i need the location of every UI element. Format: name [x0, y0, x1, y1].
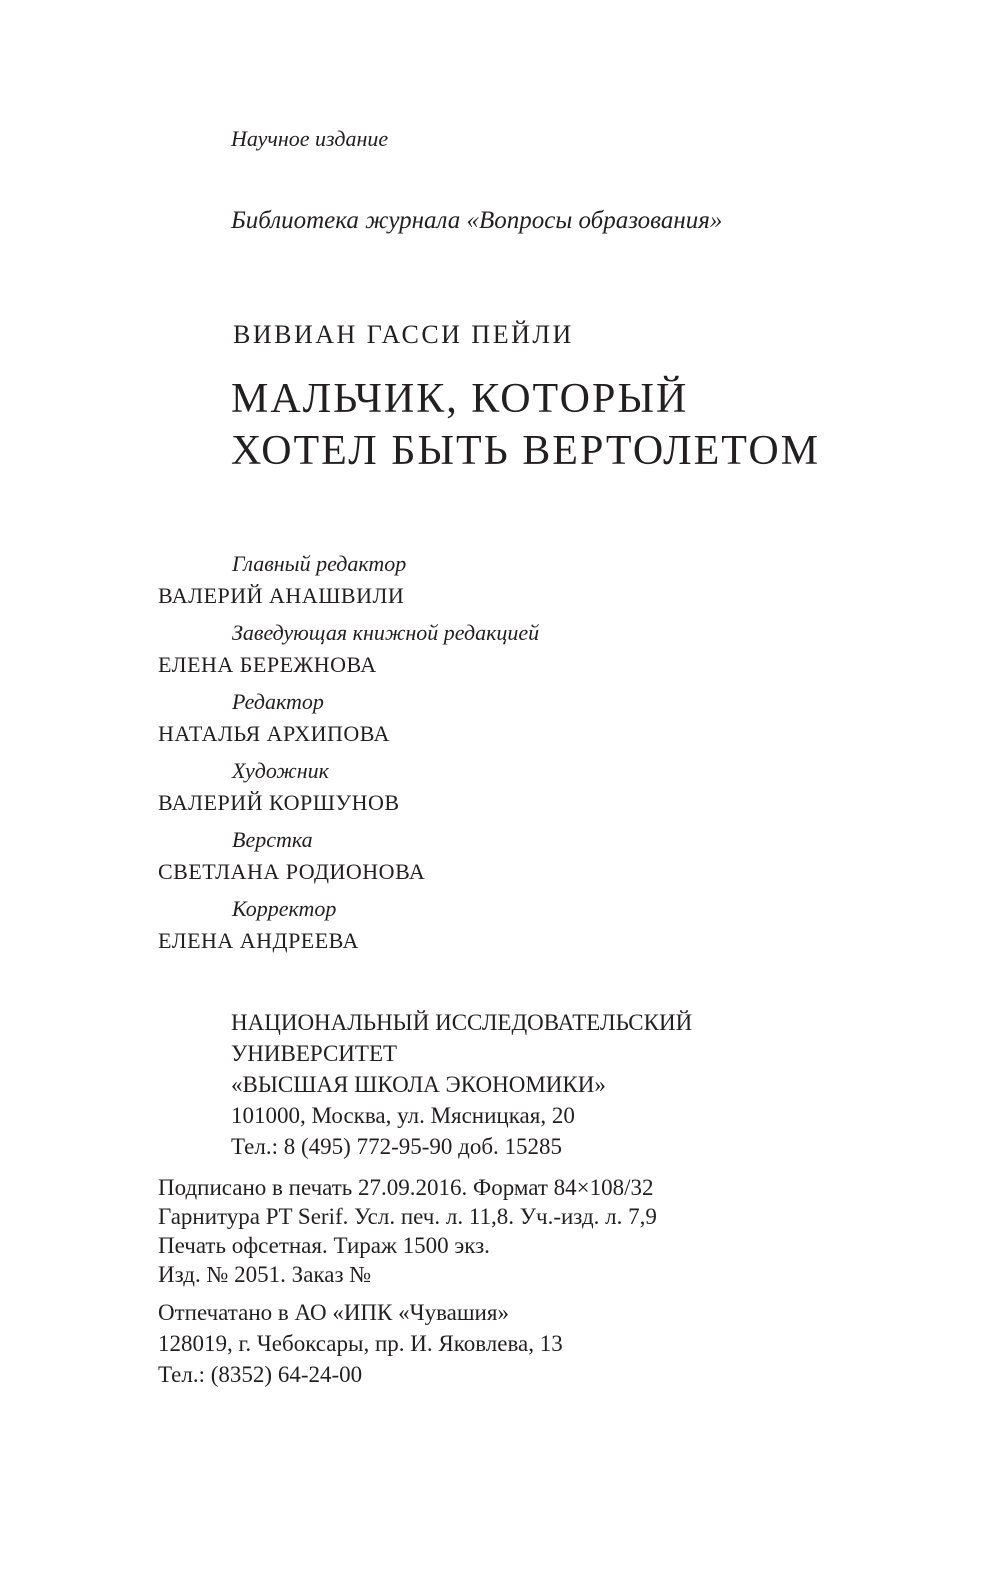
- book-title-line: ХОТЕЛ БЫТЬ ВЕРТОЛЕТОМ: [231, 428, 821, 474]
- imprint-line: Подписано в печать 27.09.2016. Формат 84×108/32: [158, 1175, 654, 1200]
- credit-name: ВАЛЕРИЙ АНАШВИЛИ: [158, 583, 405, 608]
- edition-type: Научное издание: [231, 126, 389, 151]
- printer-line: Отпечатано в АО «ИПК «Чувашия»: [158, 1300, 509, 1325]
- publisher-phone: Тел.: 8 (495) 772-95-90 доб. 15285: [231, 1134, 563, 1159]
- printer-block: [158, 1297, 563, 1390]
- credit-item: [158, 893, 539, 962]
- credit-role: Редактор: [232, 689, 324, 714]
- imprint-line: Изд. № 2051. Заказ №: [158, 1262, 372, 1287]
- publisher-block: [231, 1007, 692, 1162]
- credit-name: ВАЛЕРИЙ КОРШУНОВ: [158, 790, 400, 815]
- imprint-line: Гарнитура PT Serif. Усл. печ. л. 11,8. Уч.-изд. л. 7,9: [158, 1204, 657, 1229]
- printer-address: 128019, г. Чебоксары, пр. И. Яковлева, 13: [158, 1331, 563, 1356]
- credit-role: Корректор: [232, 896, 337, 921]
- printer-phone: Тел.: (8352) 64-24-00: [158, 1362, 363, 1387]
- credit-item: [158, 755, 539, 824]
- publisher-address: 101000, Москва, ул. Мясницкая, 20: [231, 1103, 575, 1128]
- credit-role: Заведующая книжной редакцией: [232, 620, 540, 645]
- book-title: [231, 373, 820, 477]
- credits-list: [158, 548, 539, 962]
- credit-name: НАТАЛЬЯ АРХИПОВА: [158, 721, 390, 746]
- author-name: ВИВИАН ГАССИ ПЕЙЛИ: [233, 320, 574, 349]
- book-title-line: МАЛЬЧИК, КОТОРЫЙ: [231, 376, 689, 422]
- credit-item: [158, 548, 539, 617]
- credit-role: Главный редактор: [232, 551, 407, 576]
- credit-item: [158, 686, 539, 755]
- credit-name: ЕЛЕНА БЕРЕЖНОВА: [158, 652, 377, 677]
- series-title: Библиотека журнала «Вопросы образования»: [231, 207, 723, 234]
- credit-item: [158, 617, 539, 686]
- imprint-block: [158, 1173, 657, 1289]
- credit-role: Верстка: [232, 827, 313, 852]
- credit-name: ЕЛЕНА АНДРЕЕВА: [158, 928, 359, 953]
- credit-name: СВЕТЛАНА РОДИОНОВА: [158, 859, 426, 884]
- publisher-line: «ВЫСШАЯ ШКОЛА ЭКОНОМИКИ»: [231, 1072, 606, 1097]
- imprint-line: Печать офсетная. Тираж 1500 экз.: [158, 1233, 490, 1258]
- credit-item: [158, 824, 539, 893]
- publisher-line: УНИВЕРСИТЕТ: [231, 1041, 398, 1066]
- credit-role: Художник: [232, 758, 329, 783]
- publisher-line: НАЦИОНАЛЬНЫЙ ИССЛЕДОВАТЕЛЬСКИЙ: [231, 1010, 693, 1035]
